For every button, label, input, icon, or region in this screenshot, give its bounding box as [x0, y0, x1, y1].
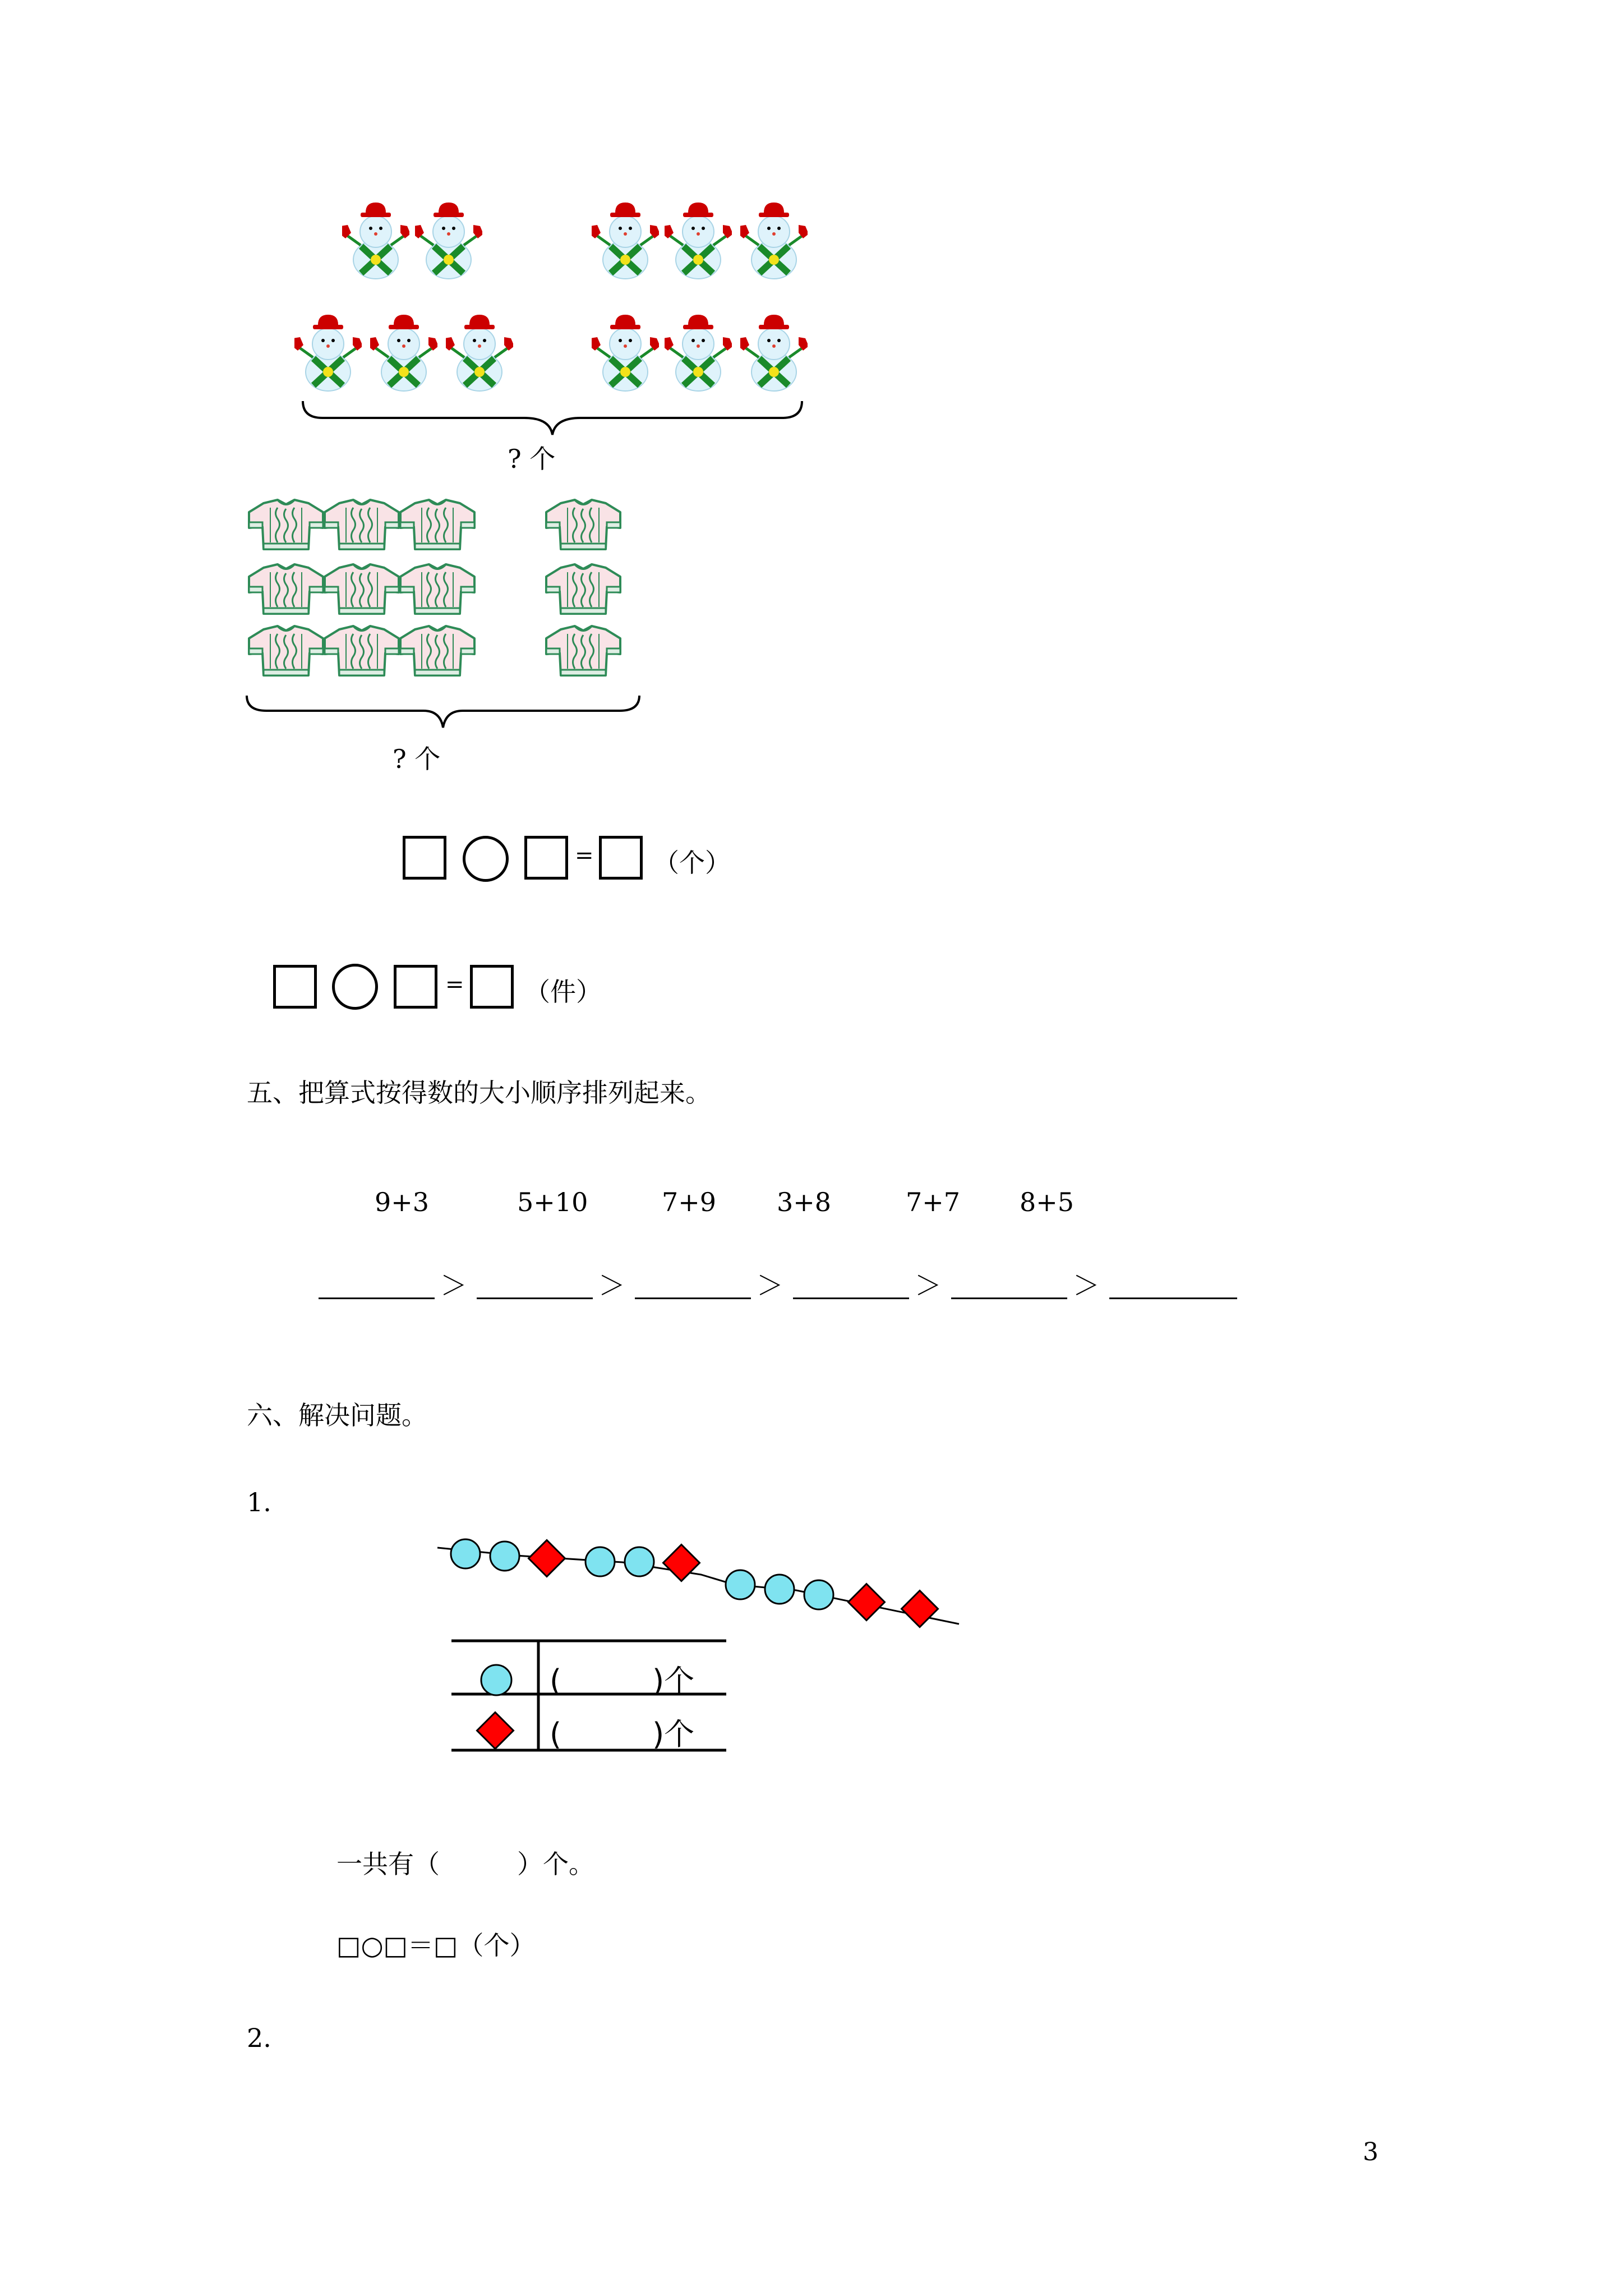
- circle-count-cell[interactable]: ( )个: [550, 1663, 695, 1699]
- circle-bead-icon: [625, 1547, 654, 1576]
- sweater-image: [398, 496, 477, 553]
- snowman-image: [592, 199, 659, 280]
- sweater-image: [247, 561, 325, 617]
- diamond-bead-icon: [470, 1705, 520, 1756]
- answer-box[interactable]: [394, 965, 437, 1009]
- expression: 3+8: [777, 1187, 832, 1217]
- greater-than-sign: ＞: [1073, 1270, 1100, 1301]
- bead-string-picture: [432, 1523, 970, 1635]
- sweater-image: [322, 623, 401, 679]
- sweaters-count-label: ? 个: [393, 744, 441, 774]
- snowman-image: [370, 311, 437, 393]
- sweater-image: [544, 561, 623, 617]
- answer-box[interactable]: [599, 836, 643, 880]
- expression: 7+9: [662, 1187, 717, 1217]
- equals-sign: =: [445, 972, 464, 997]
- greater-than-sign: ＞: [915, 1270, 942, 1301]
- total-equation: □○□＝□（个）: [336, 1930, 536, 1961]
- answer-blank[interactable]: [951, 1297, 1067, 1299]
- diamond-bead-icon: [901, 1590, 938, 1627]
- answer-blank[interactable]: [477, 1297, 593, 1299]
- snowman-image: [446, 311, 513, 393]
- circle-bead-icon: [451, 1539, 480, 1568]
- greater-than-sign: ＞: [598, 1270, 626, 1301]
- answer-box[interactable]: [470, 965, 514, 1009]
- circle-bead-icon: [765, 1575, 794, 1604]
- expression: 7+7: [906, 1187, 961, 1217]
- sweater-image: [322, 561, 401, 617]
- snowman-image: [342, 199, 409, 280]
- sweater-image: [247, 496, 325, 553]
- unit-label: （件）: [524, 977, 602, 1007]
- diamond-bead-icon: [848, 1584, 884, 1620]
- snowman-image: [294, 311, 362, 393]
- operator-circle[interactable]: [332, 964, 378, 1010]
- circle-bead-icon: [585, 1547, 615, 1576]
- sweater-image: [398, 561, 477, 617]
- snowman-image: [665, 311, 732, 393]
- answer-blank[interactable]: [319, 1297, 435, 1299]
- answer-box[interactable]: [524, 836, 568, 880]
- snowman-image: [665, 199, 732, 280]
- circle-bead-icon: [726, 1570, 755, 1599]
- circle-bead-icon: [490, 1542, 519, 1571]
- sweater-image: [544, 496, 623, 553]
- circle-bead-icon: [477, 1660, 516, 1700]
- snowman-image: [415, 199, 482, 280]
- answer-box[interactable]: [273, 965, 317, 1009]
- sweater-image: [247, 623, 325, 679]
- answer-blank[interactable]: [635, 1297, 751, 1299]
- question-number: 2.: [247, 2023, 271, 2053]
- operator-circle[interactable]: [463, 836, 509, 882]
- diamond-bead-icon: [528, 1540, 565, 1576]
- snowmen-brace: [300, 398, 805, 438]
- diamond-count-cell[interactable]: ( )个: [550, 1717, 695, 1752]
- equals-sign: =: [575, 843, 594, 868]
- page-number: 3: [1363, 2138, 1378, 2166]
- sweater-image: [544, 623, 623, 679]
- question-number: 1.: [247, 1487, 271, 1517]
- expression: 8+5: [1020, 1187, 1075, 1217]
- section5-title: 五、把算式按得数的大小顺序排列起来。: [247, 1078, 711, 1108]
- answer-blank[interactable]: [1109, 1297, 1237, 1299]
- snowmen-count-label: ? 个: [508, 444, 556, 474]
- answer-blank[interactable]: [793, 1297, 909, 1299]
- expression: 9+3: [375, 1187, 430, 1217]
- sweaters-brace: [244, 693, 645, 732]
- sweater-image: [322, 496, 401, 553]
- snowman-image: [740, 311, 808, 393]
- expression: 5+10: [517, 1187, 588, 1217]
- snowman-image: [592, 311, 659, 393]
- greater-than-sign: ＞: [757, 1270, 784, 1301]
- greater-than-sign: ＞: [440, 1270, 468, 1301]
- section6-title: 六、解决问题。: [247, 1400, 427, 1430]
- total-question: 一共有（ ）个。: [336, 1849, 594, 1879]
- snowman-image: [740, 199, 808, 280]
- diamond-bead-icon: [663, 1544, 699, 1581]
- unit-label: （个）: [653, 848, 731, 878]
- circle-bead-icon: [804, 1580, 833, 1609]
- answer-box[interactable]: [403, 836, 446, 880]
- sweater-image: [398, 623, 477, 679]
